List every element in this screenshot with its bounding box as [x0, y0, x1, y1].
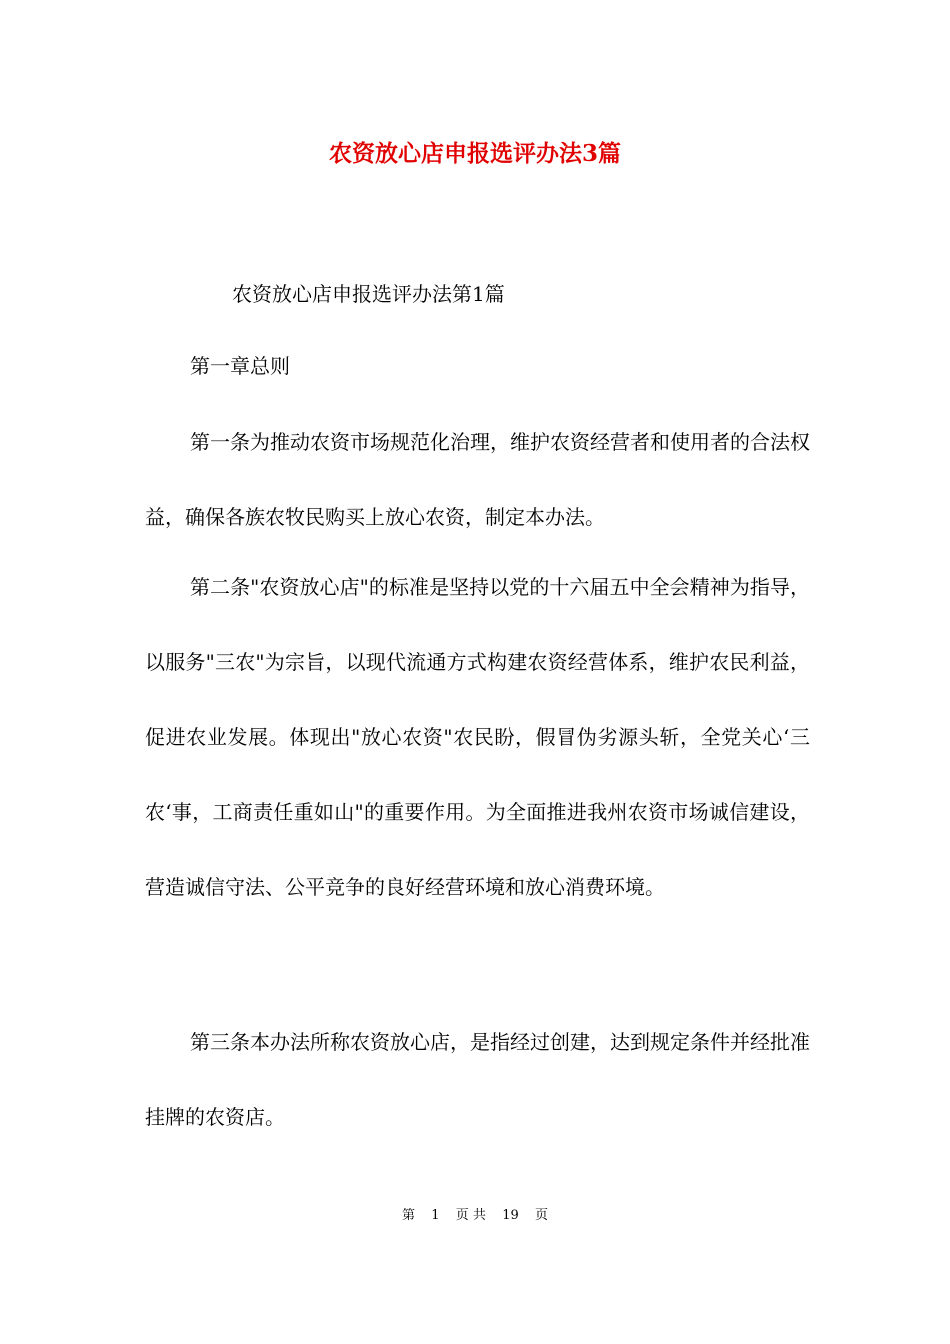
footer-total-pages: 19 — [502, 1208, 519, 1223]
footer-suffix: 页 — [535, 1208, 549, 1223]
chapter-heading: 第一章总则 — [190, 354, 290, 378]
section-heading: 农资放心店申报选评办法第1篇 — [232, 282, 505, 306]
footer-middle: 页 共 — [455, 1208, 486, 1223]
page-footer — [0, 1206, 950, 1226]
document-title: 农资放心店申报选评办法3篇 — [328, 140, 621, 167]
paragraph-article-2: 第二条"农资放心店"的标准是坚持以党的十六届五中全会精神为指导，以服务"三农"为宗旨，以现代流通方式构建农资经营体系，维护农民利益，促进农业发展。体现出"放心农资"农民盼，假冒伪劣源头斩，全党关心‘三农‘事，工商责任重如山"的重要作用。为全面推进我州农资市场诚信建设，营造诚信守法、公平竞争的良好经营环境和放心消费环境。 — [145, 575, 810, 899]
paragraph-article-1: 第一条为推动农资市场规范化治理，维护农资经营者和使用者的合法权益，确保各族农牧民购买上放心农资，制定本办法。 — [145, 430, 810, 529]
footer-prefix: 第 — [401, 1208, 415, 1223]
paragraph-article-3: 第三条本办法所称农资放心店，是指经过创建，达到规定条件并经批准挂牌的农资店。 — [145, 1030, 810, 1129]
footer-current-page: 1 — [431, 1208, 440, 1223]
